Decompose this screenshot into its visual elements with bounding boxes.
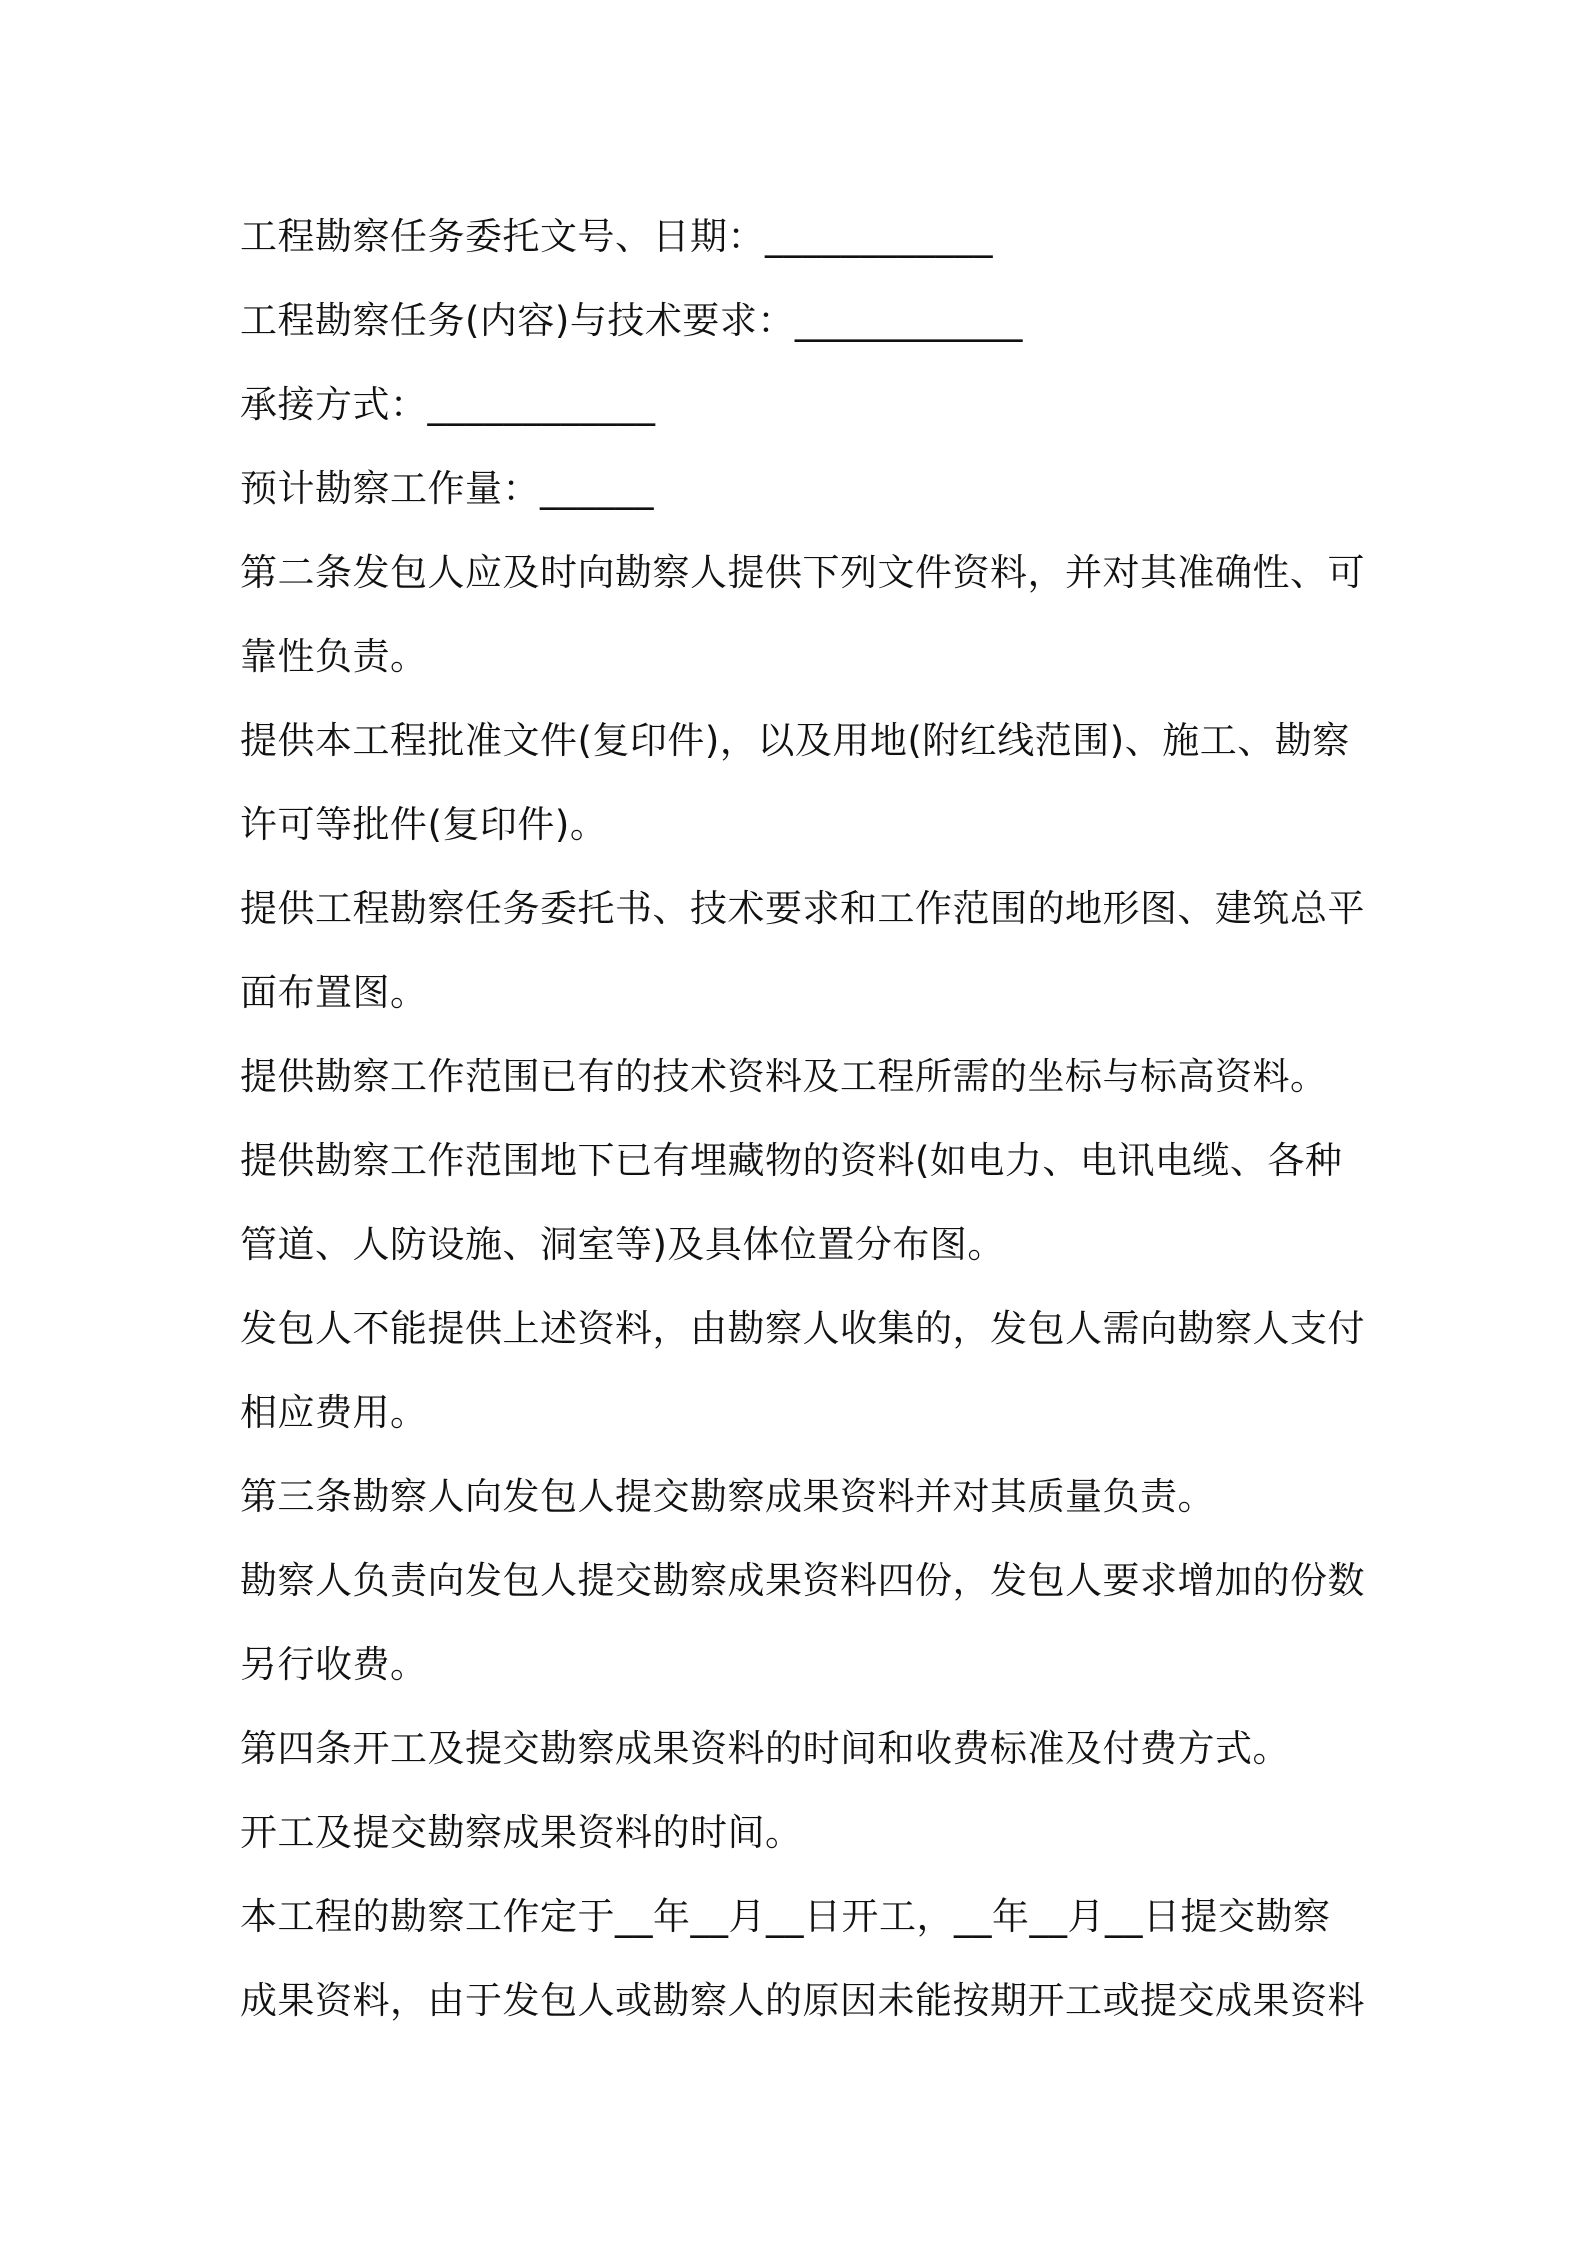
text-line: 成果资料，由于发包人或勘察人的原因未能按期开工或提交成果资料 bbox=[240, 1979, 1365, 2022]
text-line: 靠性负责。 bbox=[240, 635, 428, 678]
text-line: 面布置图。 bbox=[240, 971, 428, 1014]
text-line: 提供本工程批准文件(复印件)，以及用地(附红线范围)、施工、勘察 bbox=[240, 719, 1350, 762]
text-line: 第二条发包人应及时向勘察人提供下列文件资料，并对其准确性、可 bbox=[240, 551, 1365, 594]
text-line: 发包人不能提供上述资料，由勘察人收集的，发包人需向勘察人支付 bbox=[240, 1307, 1365, 1350]
text-line: 第四条开工及提交勘察成果资料的时间和收费标准及付费方式。 bbox=[240, 1727, 1290, 1770]
text-line: 第三条勘察人向发包人提交勘察成果资料并对其质量负责。 bbox=[240, 1475, 1215, 1518]
text-line: 本工程的勘察工作定于__年__月__日开工，__年__月__日提交勘察 bbox=[240, 1895, 1331, 1938]
text-line: 另行收费。 bbox=[240, 1643, 428, 1686]
text-line: 承接方式：____________ bbox=[240, 383, 656, 426]
text-line: 提供工程勘察任务委托书、技术要求和工作范围的地形图、建筑总平 bbox=[240, 887, 1365, 930]
text-line: 工程勘察任务委托文号、日期：____________ bbox=[240, 215, 993, 258]
text-line: 管道、人防设施、洞室等)及具体位置分布图。 bbox=[240, 1223, 1005, 1266]
text-line: 相应费用。 bbox=[240, 1391, 428, 1434]
text-line: 预计勘察工作量：______ bbox=[240, 467, 654, 510]
text-line: 许可等批件(复印件)。 bbox=[240, 803, 608, 846]
text-line: 勘察人负责向发包人提交勘察成果资料四份，发包人要求增加的份数 bbox=[240, 1559, 1365, 1602]
text-line: 工程勘察任务(内容)与技术要求：____________ bbox=[240, 299, 1023, 342]
text-line: 提供勘察工作范围地下已有埋藏物的资料(如电力、电讯电缆、各种 bbox=[240, 1139, 1343, 1182]
text-line: 开工及提交勘察成果资料的时间。 bbox=[240, 1811, 803, 1854]
text-line: 提供勘察工作范围已有的技术资料及工程所需的坐标与标高资料。 bbox=[240, 1055, 1328, 1098]
document-body bbox=[240, 195, 1365, 2043]
